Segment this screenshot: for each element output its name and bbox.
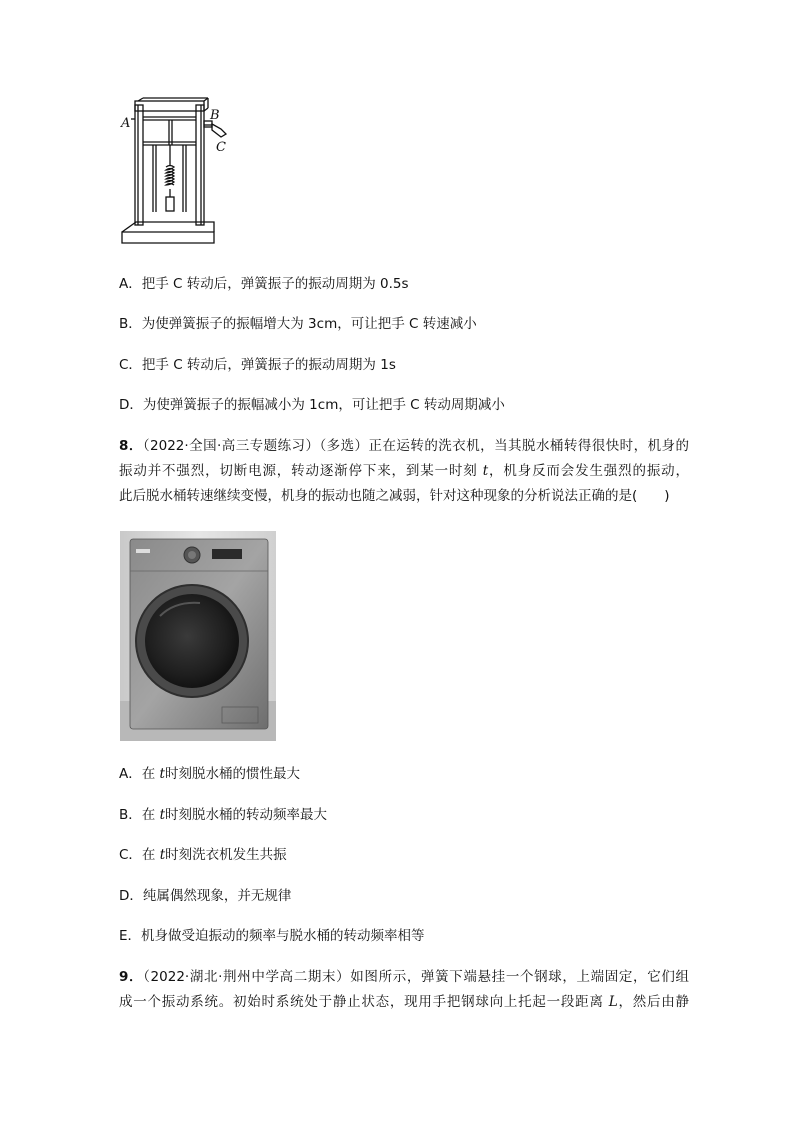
- q8-option-a: A．在 t时刻脱水桶的惯性最大: [119, 766, 300, 782]
- q8-stem-line2b: ，机身反而会发生强烈的振动，: [488, 463, 690, 479]
- q8-source: （2022·全国·高三专题练习）（多选）: [142, 438, 369, 454]
- q9-var-l: L: [608, 994, 618, 1010]
- door-glass: [145, 594, 239, 688]
- q8-stem-line1: 正在运转的洗衣机，当其脱水桶转得很快时，机身的: [368, 438, 689, 454]
- q9-stem-line2b: ，然后由静: [617, 994, 689, 1010]
- q9-source: （2022·湖北·荆州中学高二期末）: [143, 969, 351, 985]
- q8-option-c: C．在 t时刻洗衣机发生共振: [119, 847, 287, 863]
- q9-stem-line2a: 成一个振动系统。初始时系统处于静止状态，现用手把钢球向上托起一段距离: [119, 994, 609, 1010]
- q7-option-d: D．为使弹簧振子的振幅减小为 1cm，可让把手 C 转动周期减小: [119, 397, 505, 413]
- q8-number: 8．: [119, 438, 143, 454]
- crank-handle: [212, 124, 226, 137]
- label-c: C: [216, 140, 226, 155]
- spring: [166, 166, 174, 186]
- figure-base: [122, 232, 214, 243]
- q9-number: 9．: [119, 969, 144, 985]
- q7-option-c: C．把手 C 转动后，弹簧振子的振动周期为 1s: [119, 357, 396, 373]
- q8-option-b: B．在 t时刻脱水桶的转动频率最大: [119, 807, 327, 823]
- q7-option-a: A．把手 C 转动后，弹簧振子的振动周期为 0.5s: [119, 276, 409, 292]
- q9-stem: [119, 965, 689, 1015]
- q8-stem-line3: 此后脱水桶转速继续变慢，机身的振动也随之减弱，针对这种现象的分析说法正确的是( ): [119, 488, 670, 504]
- label-b: B: [210, 108, 220, 123]
- washing-machine-photo: [120, 531, 276, 741]
- q8-option-e: E．机身做受迫振动的频率与脱水桶的转动频率相等: [119, 928, 425, 944]
- q8-stem-line2a: 振动并不强烈，切断电源，转动逐渐停下来，到某一时刻: [119, 463, 483, 479]
- weight: [166, 197, 174, 211]
- display-panel: [212, 549, 242, 559]
- spring-oscillator-figure: [118, 97, 230, 252]
- q8-stem: [119, 434, 689, 509]
- q8-option-d: D．纯属偶然现象，并无规律: [119, 888, 292, 904]
- label-a: A: [121, 116, 131, 131]
- q8-var-t: t: [482, 463, 489, 479]
- q7-option-b: B．为使弹簧振子的振幅增大为 3cm，可让把手 C 转速减小: [119, 316, 477, 332]
- q9-stem-line1: 如图所示，弹簧下端悬挂一个钢球，上端固定，它们组: [350, 969, 689, 985]
